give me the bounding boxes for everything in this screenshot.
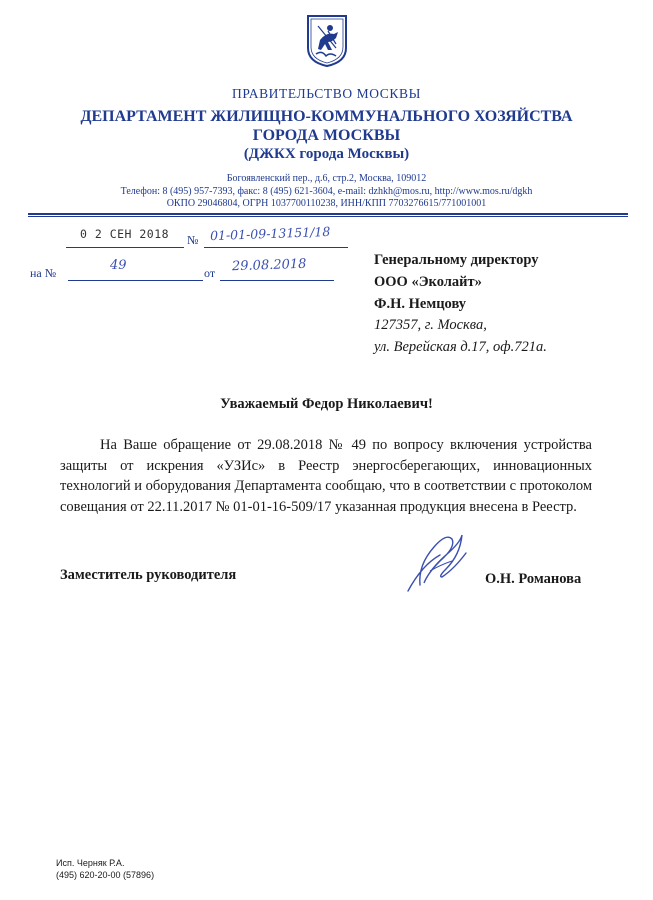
government-title: ПРАВИТЕЛЬСТВО МОСКВЫ xyxy=(231,86,421,101)
incoming-date: 29.08.2018 xyxy=(231,256,307,275)
signatory-name: О.Н. Романова xyxy=(485,571,582,587)
executor-name: Исп. Черняк Р.А. xyxy=(56,858,125,868)
letter-greeting: Уважаемый Федор Николаевич! xyxy=(220,396,433,412)
department-name-line2: ГОРОДА МОСКВЫ xyxy=(252,127,401,144)
department-contacts: Телефон: 8 (495) 957-7393, факс: 8 (495) 621-3604, e-mail: dzhkh@mos.ru, http://www.mos.ru/dgkh xyxy=(120,186,533,197)
number-label: № xyxy=(187,233,199,247)
department-registry-codes: ОКПО 29046804, ОГРН 1037700110238, ИНН/КПП 7703276615/771001001 xyxy=(166,198,487,209)
in-reply-label: на № xyxy=(30,266,57,280)
recipient-position: Генеральному директору xyxy=(374,252,539,268)
from-date-label: от xyxy=(204,266,216,280)
outgoing-date-stamp: 0 2 СЕН 2018 xyxy=(80,227,170,241)
letterhead-divider-thin xyxy=(28,216,628,217)
handwritten-signature-icon xyxy=(400,525,480,595)
letterhead-divider xyxy=(28,213,628,215)
incoming-number-field xyxy=(68,262,203,281)
letter-body-paragraph: На Ваше обращение от 29.08.2018 № 49 по вопросу включения устройства защиты от искрения «УЗИс» в Реестр энергосберегающих, инновационных технологий и оборудования Департамента сообщаю, что в соответствии с протоколом совещания от 22.11.2017 № 01-01-16-509/17 указанная продукция внесена в Реестр. xyxy=(60,437,592,515)
department-short-name: (ДЖКХ города Москвы) xyxy=(243,146,410,162)
recipient-street: ул. Верейская д.17, оф.721а. xyxy=(374,339,547,355)
recipient-name: Ф.Н. Немцову xyxy=(374,296,467,312)
moscow-coat-of-arms-icon xyxy=(306,14,348,68)
outgoing-number: 01-01-09-13151/18 xyxy=(209,223,331,244)
recipient-company: ООО «Эколайт» xyxy=(374,274,482,290)
letter-body xyxy=(60,435,592,517)
incoming-number: 49 xyxy=(110,258,127,273)
department-name-line1: ДЕПАРТАМЕНТ ЖИЛИЩНО-КОММУНАЛЬНОГО ХОЗЯЙСТВА xyxy=(80,108,573,125)
recipient-city: 127357, г. Москва, xyxy=(374,317,487,333)
signatory-title: Заместитель руководителя xyxy=(60,567,237,583)
executor-phone: (495) 620-20-00 (57896) xyxy=(56,870,155,880)
department-address: Богоявленский пер., д.6, стр.2, Москва, 109012 xyxy=(226,173,427,184)
